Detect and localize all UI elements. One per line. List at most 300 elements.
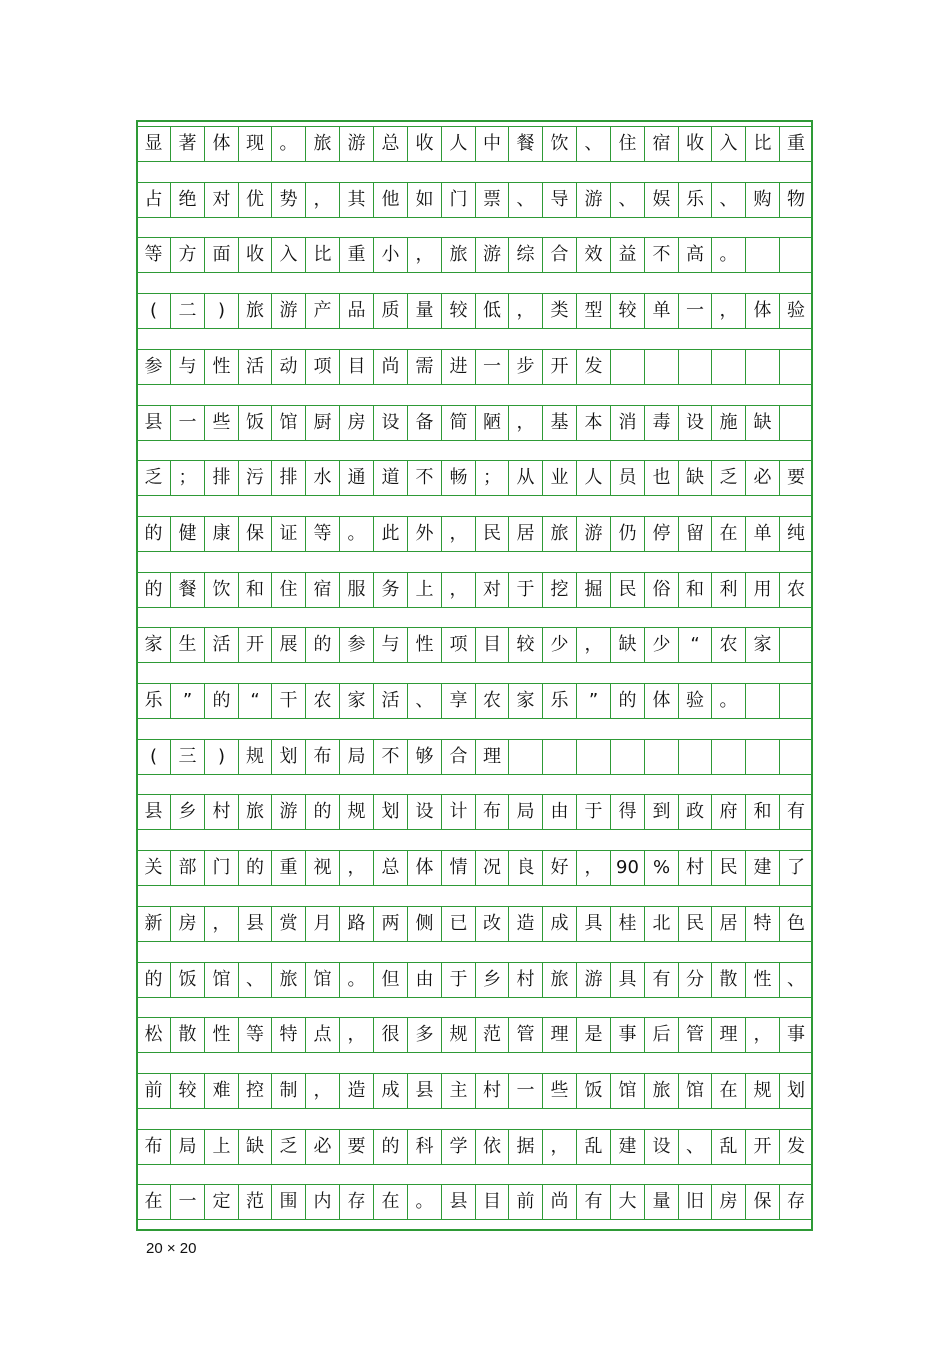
grid-cell: 旅	[305, 126, 339, 162]
grid-cell: 游	[271, 794, 305, 830]
grid-cell: 著	[170, 126, 204, 162]
grid-cell: 小	[373, 237, 407, 273]
grid-cell: 旅	[542, 962, 576, 998]
grid-cell: 的	[305, 627, 339, 663]
grid-cell: 管	[508, 1017, 542, 1053]
grid-cell: 活	[204, 627, 238, 663]
grid-cell: 参	[339, 627, 373, 663]
grid-cell: 游	[576, 182, 610, 218]
grid-cell: 理	[711, 1017, 745, 1053]
grid-cell: 乐	[136, 683, 170, 719]
grid-cell: 简	[441, 405, 475, 441]
grid-cell: 和	[678, 572, 711, 608]
grid-cell: 综	[508, 237, 542, 273]
grid-cell: 造	[339, 1073, 373, 1109]
grid-cell: 多	[407, 1017, 441, 1053]
grid-cell: 物	[779, 182, 813, 218]
grid-cell: 活	[373, 683, 407, 719]
grid-cell: 存	[339, 1184, 373, 1220]
grid-cell: ；	[475, 460, 508, 496]
grid-cell: 存	[779, 1184, 813, 1220]
grid-cell: 、	[711, 182, 745, 218]
grid-cell: 重	[339, 237, 373, 273]
grid-cell: 毒	[644, 405, 678, 441]
grid-cell: 些	[542, 1073, 576, 1109]
grid-cell: 干	[271, 683, 305, 719]
grid-cell: 中	[475, 126, 508, 162]
grid-cell: 成	[373, 1073, 407, 1109]
grid-cell: 消	[610, 405, 644, 441]
grid-cell: 收	[238, 237, 271, 273]
grid-cell: 势	[271, 182, 305, 218]
grid-cell: 游	[576, 516, 610, 552]
grid-cell: 游	[271, 293, 305, 329]
grid-cell: 县	[238, 906, 271, 942]
grid-cell: 的	[373, 1129, 407, 1165]
grid-cell: 开	[745, 1129, 779, 1165]
grid-cell: 良	[508, 850, 542, 886]
grid-cell: 体	[745, 293, 779, 329]
grid-cell: 验	[678, 683, 711, 719]
grid-cell: 进	[441, 349, 475, 385]
grid-cell: 桂	[610, 906, 644, 942]
grid-cell: 参	[136, 349, 170, 385]
grid-cell: 量	[407, 293, 441, 329]
grid-cell: 他	[373, 182, 407, 218]
grid-cell: 。	[711, 237, 745, 273]
grid-cell: 重	[779, 126, 813, 162]
grid-cell: 优	[238, 182, 271, 218]
grid-cell: 一	[170, 405, 204, 441]
grid-cell: 规	[238, 739, 271, 775]
grid-cell: 划	[373, 794, 407, 830]
grid-cell: 项	[441, 627, 475, 663]
grid-cell: 需	[407, 349, 441, 385]
grid-cell: 俗	[644, 572, 678, 608]
grid-cell: 色	[779, 906, 813, 942]
grid-cell: ，	[576, 627, 610, 663]
grid-cell: 型	[576, 293, 610, 329]
grid-cell: 体	[204, 126, 238, 162]
grid-cell: 陋	[475, 405, 508, 441]
grid-cell: 况	[475, 850, 508, 886]
grid-cell: 效	[576, 237, 610, 273]
grid-cell: 学	[441, 1129, 475, 1165]
grid-cell: 性	[204, 1017, 238, 1053]
grid-cell: 目	[475, 627, 508, 663]
grid-cell: 如	[407, 182, 441, 218]
grid-cell: 家	[745, 627, 779, 663]
grid-cell: 规	[339, 794, 373, 830]
grid-cell: 县	[136, 405, 170, 441]
grid-cell: 主	[441, 1073, 475, 1109]
grid-cell: 少	[644, 627, 678, 663]
grid-cell: 具	[610, 962, 644, 998]
grid-cell: 据	[508, 1129, 542, 1165]
grid-cell: 分	[678, 962, 711, 998]
grid-cell: 挖	[542, 572, 576, 608]
grid-cell: 单	[644, 293, 678, 329]
grid-cell: 用	[745, 572, 779, 608]
grid-cell: 设	[407, 794, 441, 830]
grid-cell: 划	[779, 1073, 813, 1109]
grid-cell: 餐	[508, 126, 542, 162]
grid-cell: 事	[779, 1017, 813, 1053]
grid-cell: 一	[508, 1073, 542, 1109]
grid-cell: 旅	[542, 516, 576, 552]
grid-cell: 发	[576, 349, 610, 385]
grid-cell: 村	[204, 794, 238, 830]
grid-cell: 在	[711, 1073, 745, 1109]
grid-cell: 要	[339, 1129, 373, 1165]
grid-cell: 施	[711, 405, 745, 441]
grid-cell: 高	[678, 237, 711, 273]
grid-cell: 停	[644, 516, 678, 552]
grid-cell: 规	[441, 1017, 475, 1053]
grid-cell: 房	[339, 405, 373, 441]
grid-cell: 一	[475, 349, 508, 385]
grid-cell: 娱	[644, 182, 678, 218]
grid-cell: 北	[644, 906, 678, 942]
grid-cell: 通	[339, 460, 373, 496]
grid-cell: 。	[711, 683, 745, 719]
grid-cell: 上	[204, 1129, 238, 1165]
grid-cell: 总	[373, 850, 407, 886]
grid-cell: 重	[271, 850, 305, 886]
grid-cell: 旅	[271, 962, 305, 998]
grid-cell: 单	[745, 516, 779, 552]
grid-cell: 步	[508, 349, 542, 385]
grid-cell: 住	[610, 126, 644, 162]
grid-cell: 很	[373, 1017, 407, 1053]
grid-cell: 员	[610, 460, 644, 496]
grid-cell: 馆	[204, 962, 238, 998]
grid-cell: “	[238, 683, 271, 719]
grid-cell: ，	[305, 1073, 339, 1109]
grid-cell: 具	[576, 906, 610, 942]
grid-cell: 新	[136, 906, 170, 942]
grid-cell: 居	[711, 906, 745, 942]
grid-cell: 局	[170, 1129, 204, 1165]
grid-cell: ，	[441, 516, 475, 552]
grid-cell: 入	[711, 126, 745, 162]
grid-cell: 餐	[170, 572, 204, 608]
grid-cell: 民	[711, 850, 745, 886]
grid-cell: 目	[475, 1184, 508, 1220]
grid-cell: 前	[136, 1073, 170, 1109]
grid-cell: 收	[407, 126, 441, 162]
grid-cell: 乏	[711, 460, 745, 496]
grid-cell: 健	[170, 516, 204, 552]
grid-cell: 规	[745, 1073, 779, 1109]
grid-cell: 较	[610, 293, 644, 329]
grid-cell: 民	[678, 906, 711, 942]
grid-cell: 住	[271, 572, 305, 608]
grid-cell: 对	[475, 572, 508, 608]
grid-cell: 二	[170, 293, 204, 329]
grid-cell: 围	[271, 1184, 305, 1220]
grid-cell: 与	[373, 627, 407, 663]
grid-cell: 一	[678, 293, 711, 329]
grid-cell: 村	[475, 1073, 508, 1109]
grid-cell: 县	[407, 1073, 441, 1109]
grid-cell: 开	[542, 349, 576, 385]
grid-cell: 康	[204, 516, 238, 552]
grid-cell: 房	[711, 1184, 745, 1220]
grid-cell: (	[136, 293, 170, 329]
grid-cell: 等	[238, 1017, 271, 1053]
grid-cell: 饭	[238, 405, 271, 441]
grid-cell: 活	[238, 349, 271, 385]
grid-cell: 馆	[271, 405, 305, 441]
grid-cell: 在	[136, 1184, 170, 1220]
grid-cell: 难	[204, 1073, 238, 1109]
grid-cell: 定	[204, 1184, 238, 1220]
grid-cell: 有	[644, 962, 678, 998]
grid-cell: 现	[238, 126, 271, 162]
grid-cell: 游	[576, 962, 610, 998]
grid-cell: 散	[170, 1017, 204, 1053]
grid-cell: 得	[610, 794, 644, 830]
grid-cell: 旅	[441, 237, 475, 273]
grid-cell: 县	[136, 794, 170, 830]
grid-cell: 仍	[610, 516, 644, 552]
grid-cell: 排	[204, 460, 238, 496]
grid-cell: 较	[170, 1073, 204, 1109]
grid-cell: 益	[610, 237, 644, 273]
grid-cell: 点	[305, 1017, 339, 1053]
grid-cell: 与	[170, 349, 204, 385]
grid-cell: 、	[779, 962, 813, 998]
grid-cell: 业	[542, 460, 576, 496]
grid-cell: 旅	[238, 794, 271, 830]
grid-cell: 乱	[576, 1129, 610, 1165]
grid-cell: 少	[542, 627, 576, 663]
grid-cell: 的	[136, 962, 170, 998]
grid-cell: 质	[373, 293, 407, 329]
grid-cell: 科	[407, 1129, 441, 1165]
grid-cell: 依	[475, 1129, 508, 1165]
grid-cell: 等	[136, 237, 170, 273]
grid-cell: 务	[373, 572, 407, 608]
grid-cell: 和	[745, 794, 779, 830]
grid-cell: 两	[373, 906, 407, 942]
grid-cell: 的	[136, 572, 170, 608]
grid-cell: 视	[305, 850, 339, 886]
grid-cell: 特	[271, 1017, 305, 1053]
grid-cell: 局	[339, 739, 373, 775]
grid-cell: 有	[779, 794, 813, 830]
grid-cell: 饭	[576, 1073, 610, 1109]
grid-cell: 、	[576, 126, 610, 162]
grid-cell: 侧	[407, 906, 441, 942]
grid-cell: 不	[373, 739, 407, 775]
grid-cell: 三	[170, 739, 204, 775]
grid-cell: 占	[136, 182, 170, 218]
grid-cell: 缺	[678, 460, 711, 496]
grid-cell: 的	[136, 516, 170, 552]
grid-cell: 导	[542, 182, 576, 218]
grid-cell: 证	[271, 516, 305, 552]
grid-cell: ，	[711, 293, 745, 329]
grid-cell: 政	[678, 794, 711, 830]
grid-cell: 饮	[204, 572, 238, 608]
grid-cell: 一	[170, 1184, 204, 1220]
grid-cell: 乱	[711, 1129, 745, 1165]
grid-cell: 乡	[170, 794, 204, 830]
grid-cell: 宿	[644, 126, 678, 162]
grid-cell: 。	[407, 1184, 441, 1220]
grid-cell: 总	[373, 126, 407, 162]
grid-cell: 绝	[170, 182, 204, 218]
grid-cell: 目	[339, 349, 373, 385]
grid-cell: 不	[644, 237, 678, 273]
grid-cell: 购	[745, 182, 779, 218]
grid-cell: 馆	[678, 1073, 711, 1109]
grid-cell: 饭	[170, 962, 204, 998]
grid-cell: ，	[576, 850, 610, 886]
grid-cell: 有	[576, 1184, 610, 1220]
grid-cell: 了	[779, 850, 813, 886]
grid-cell: (	[136, 739, 170, 775]
grid-cell: 民	[610, 572, 644, 608]
grid-cell: ，	[339, 850, 373, 886]
grid-cell: 由	[407, 962, 441, 998]
grid-cell: 建	[610, 1129, 644, 1165]
grid-cell: 饮	[542, 126, 576, 162]
grid-cell: 性	[745, 962, 779, 998]
grid-cell: 赏	[271, 906, 305, 942]
grid-cell: 些	[204, 405, 238, 441]
grid-cell: 松	[136, 1017, 170, 1053]
grid-cell: 方	[170, 237, 204, 273]
grid-cell: 于	[441, 962, 475, 998]
grid-cell: 制	[271, 1073, 305, 1109]
grid-cell: 造	[508, 906, 542, 942]
grid-cell: 较	[508, 627, 542, 663]
grid-cell: 房	[170, 906, 204, 942]
grid-cell: 对	[204, 182, 238, 218]
grid-cell: 游	[475, 237, 508, 273]
grid-cell: 不	[407, 460, 441, 496]
grid-cell: 合	[441, 739, 475, 775]
grid-cell: 馆	[305, 962, 339, 998]
grid-cell: 、	[508, 182, 542, 218]
grid-cell: 后	[644, 1017, 678, 1053]
grid-cell: 发	[779, 1129, 813, 1165]
grid-cell: 。	[339, 516, 373, 552]
grid-cell: 较	[441, 293, 475, 329]
grid-cell: 划	[271, 739, 305, 775]
grid-cell: 农	[711, 627, 745, 663]
grid-cell: 散	[711, 962, 745, 998]
grid-cell: 乏	[136, 460, 170, 496]
grid-cell: 动	[271, 349, 305, 385]
grid-cell: 的	[204, 683, 238, 719]
grid-cell: 低	[475, 293, 508, 329]
grid-cell: 民	[475, 516, 508, 552]
grid-cell: 大	[610, 1184, 644, 1220]
grid-cell: 家	[508, 683, 542, 719]
grid-cell: 路	[339, 906, 373, 942]
grid-cell: 。	[339, 962, 373, 998]
grid-cell: 事	[610, 1017, 644, 1053]
manuscript-grid-sheet	[136, 120, 813, 1231]
grid-cell: 开	[238, 627, 271, 663]
grid-cell: 旅	[644, 1073, 678, 1109]
grid-cell: 道	[373, 460, 407, 496]
grid-cell: 、	[678, 1129, 711, 1165]
grid-cell: 布	[136, 1129, 170, 1165]
grid-cell: 性	[204, 349, 238, 385]
grid-cell: ，	[441, 572, 475, 608]
grid-cell: 乐	[678, 182, 711, 218]
grid-cell: 缺	[238, 1129, 271, 1165]
grid-cell: 体	[644, 683, 678, 719]
grid-cell: 家	[136, 627, 170, 663]
grid-cell: 、	[610, 182, 644, 218]
grid-cell: 局	[508, 794, 542, 830]
grid-cell: 的	[305, 794, 339, 830]
grid-cell: 和	[238, 572, 271, 608]
grid-cell: 展	[271, 627, 305, 663]
grid-cell: 居	[508, 516, 542, 552]
grid-cell: 农	[475, 683, 508, 719]
grid-cell: 收	[678, 126, 711, 162]
grid-cell: 旧	[678, 1184, 711, 1220]
grid-cell: 部	[170, 850, 204, 886]
grid-cell: 在	[711, 516, 745, 552]
grid-cell: 缺	[610, 627, 644, 663]
grid-cell: 乏	[271, 1129, 305, 1165]
grid-cell: ，	[204, 906, 238, 942]
grid-cell: )	[204, 739, 238, 775]
grid-cell: 范	[238, 1184, 271, 1220]
grid-cell: ，	[305, 182, 339, 218]
grid-cell: 、	[407, 683, 441, 719]
grid-cell: 污	[238, 460, 271, 496]
grid-cell: 到	[644, 794, 678, 830]
grid-cell: 村	[508, 962, 542, 998]
grid-cell: 关	[136, 850, 170, 886]
grid-cell: 缺	[745, 405, 779, 441]
grid-cell: 验	[779, 293, 813, 329]
grid-cell: 人	[576, 460, 610, 496]
grid-cell: 但	[373, 962, 407, 998]
grid-cell: )	[204, 293, 238, 329]
grid-cell: 票	[475, 182, 508, 218]
grid-cell: 尚	[373, 349, 407, 385]
grid-cell: ，	[508, 293, 542, 329]
grid-cell: 也	[644, 460, 678, 496]
grid-cell: 已	[441, 906, 475, 942]
grid-cell: 乡	[475, 962, 508, 998]
grid-cell: 建	[745, 850, 779, 886]
grid-cell: 保	[238, 516, 271, 552]
grid-cell: 水	[305, 460, 339, 496]
grid-cell: 的	[610, 683, 644, 719]
grid-cell: 好	[542, 850, 576, 886]
grid-cell: 90	[610, 850, 644, 886]
grid-cell: 比	[745, 126, 779, 162]
grid-cell: ；	[170, 460, 204, 496]
grid-cell: 计	[441, 794, 475, 830]
grid-cell: 改	[475, 906, 508, 942]
grid-cell: 旅	[238, 293, 271, 329]
grid-cell: ，	[745, 1017, 779, 1053]
grid-cell: %	[644, 850, 678, 886]
grid-cell: ，	[339, 1017, 373, 1053]
